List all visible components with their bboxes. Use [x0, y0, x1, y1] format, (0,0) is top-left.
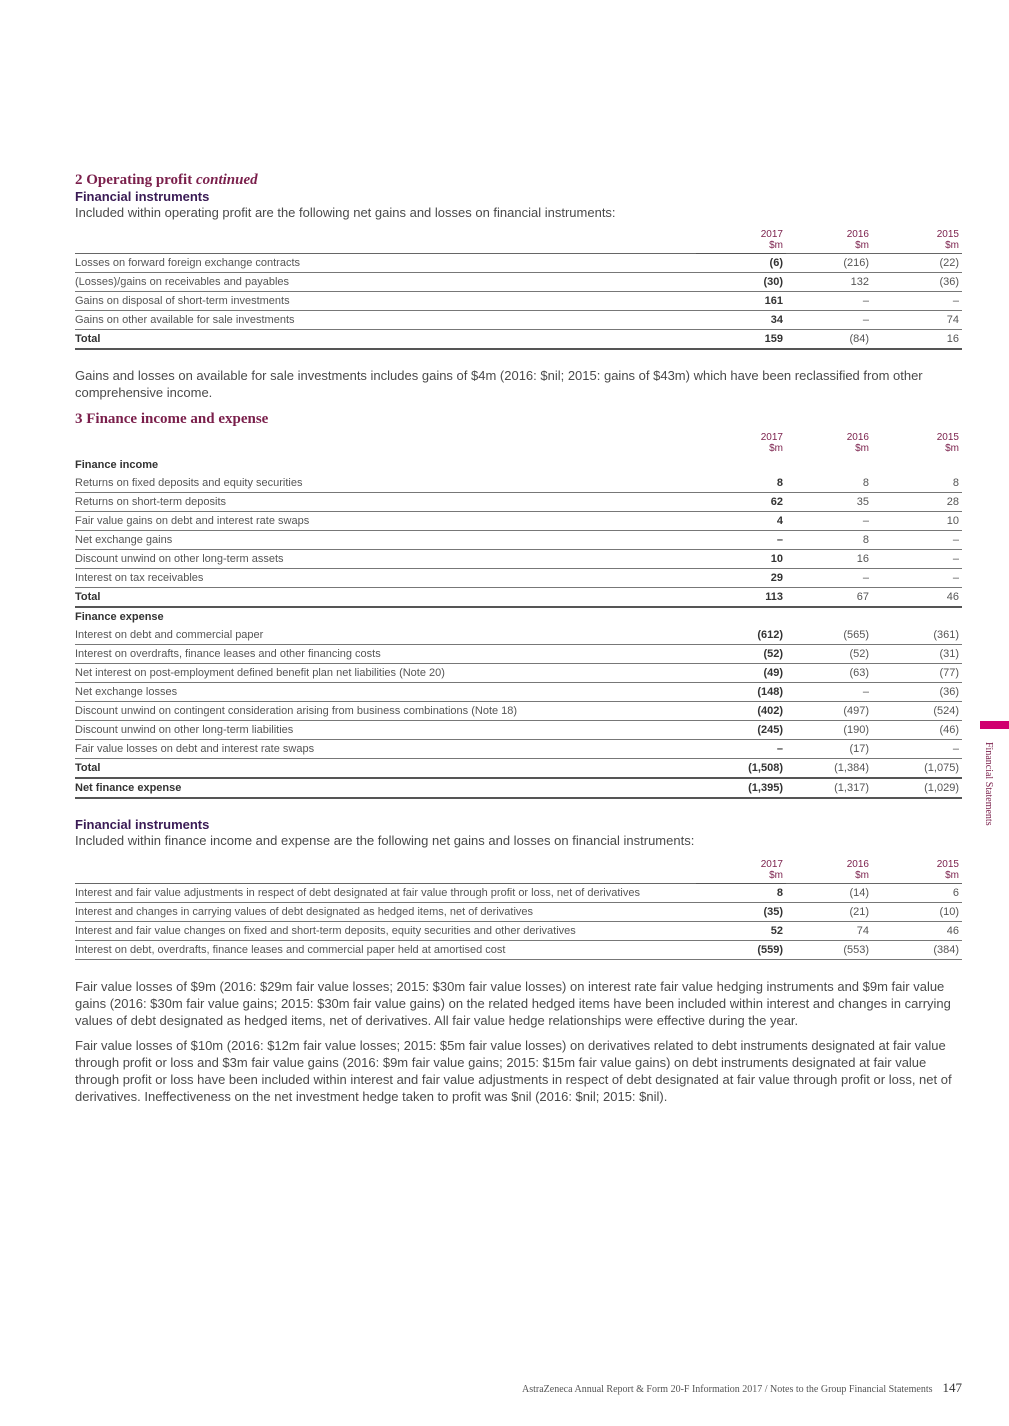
cell-2017: 29 — [696, 569, 786, 588]
cell-2015: (384) — [872, 941, 962, 960]
cell-2016: (216) — [786, 254, 872, 273]
cell-2015: 8 — [872, 474, 962, 493]
cell-2017: 10 — [696, 550, 786, 569]
cell-2017: (35) — [696, 903, 786, 922]
section-tab-label: Financial Statements — [983, 742, 994, 826]
row-label: Net exchange gains — [75, 531, 696, 550]
cell-2015: (77) — [872, 664, 962, 683]
table-row — [75, 330, 962, 350]
cell-2017: 8 — [696, 884, 786, 903]
row-label: Discount unwind on other long-term liabilities — [75, 721, 696, 740]
group-heading: Finance income — [75, 458, 159, 471]
section-3-fi-intro: Included within finance income and expense are the following net gains and losses on financial instruments: — [75, 833, 695, 848]
cell-2015: (10) — [872, 903, 962, 922]
cell-2016: – — [786, 569, 872, 588]
section-3-para-1: Fair value losses of $9m (2016: $29m fair value losses; 2015: $30m fair value losses) on interest rate fair value hedging instruments and $9m fair value gains (2016: $30m fair value gains; 2015: $30m fair value gains) on the related hedged items have been included within interest and changes in carrying values of debt designated as hedged items, net of derivatives. All fair value hedge relationships were effective during the year. — [75, 979, 951, 1028]
cell-2016: (553) — [786, 941, 872, 960]
group-heading: Finance expense — [75, 610, 164, 623]
section-2-note: Gains and losses on available for sale investments includes gains of $4m (2016: $nil; 2015: gains of $43m) which have been reclassified from other comprehensive income. — [75, 368, 923, 400]
table-row — [75, 702, 962, 721]
cell-2016: (21) — [786, 903, 872, 922]
table-row — [75, 645, 962, 664]
year-2016-header: 2016 $m — [786, 229, 872, 254]
cell-2015: 74 — [872, 311, 962, 330]
section-3-para-2: Fair value losses of $10m (2016: $12m fair value losses; 2015: $5m fair value losses) on derivatives related to debt instruments designated at fair value through profit or loss and $3m fair value gains (2016: $9m fair value gains; 2015: $15m fair value gains) on debt instruments designated at fair value through profit or loss have been included within interest and fair value adjustments in respect of debt designated at fair value through profit or loss, net of derivatives. Ineffectiveness on the net investment hedge taken to profit was $nil (2016: $nil; 2015: $nil). — [75, 1038, 952, 1104]
year-2016-header: 2016 $m — [786, 859, 872, 884]
cell-2015: – — [872, 550, 962, 569]
cell-2015: 16 — [872, 330, 962, 350]
cell-2017: (559) — [696, 941, 786, 960]
cell-2016: (17) — [786, 740, 872, 759]
row-label: Interest on overdrafts, finance leases and other financing costs — [75, 645, 696, 664]
year-2017-header: 2017 $m — [696, 229, 786, 254]
table-row — [75, 569, 962, 588]
row-label: Total — [75, 588, 696, 608]
row-label: Interest and fair value adjustments in respect of debt designated at fair value through profit or loss, net of derivatives — [75, 884, 696, 903]
cell-2017: 113 — [696, 588, 786, 608]
year-2017-header: 2017 $m — [760, 432, 783, 454]
cell-2016: – — [786, 683, 872, 702]
cell-2017: (30) — [696, 273, 786, 292]
group-heading-row — [75, 456, 962, 474]
cell-2015: (31) — [872, 645, 962, 664]
cell-2015: (1,075) — [872, 759, 962, 779]
year-2015-header: 2015 $m — [872, 859, 962, 884]
cell-2015: (22) — [872, 254, 962, 273]
section-3-title: 3 Finance income and expense — [75, 411, 269, 427]
row-label: Losses on forward foreign exchange contracts — [75, 254, 696, 273]
cell-2016: (1,384) — [786, 759, 872, 779]
cell-2017: (612) — [696, 626, 786, 645]
row-label: Net interest on post-employment defined benefit plan net liabilities (Note 20) — [75, 664, 696, 683]
row-label: Net exchange losses — [75, 683, 696, 702]
cell-2015: – — [872, 569, 962, 588]
cell-2015: – — [872, 740, 962, 759]
year-2015-header: 2015 $m — [872, 229, 962, 254]
cell-2015: (524) — [872, 702, 962, 721]
table-row — [75, 531, 962, 550]
row-label: Interest on debt, overdrafts, finance leases and commercial paper held at amortised cost — [75, 941, 696, 960]
cell-2016: 132 — [786, 273, 872, 292]
cell-2016: 67 — [786, 588, 872, 608]
cell-2016: (63) — [786, 664, 872, 683]
row-label: Interest and fair value changes on fixed and short-term deposits, equity securities and other derivatives — [75, 922, 696, 941]
cell-2016: (565) — [786, 626, 872, 645]
cell-2017: – — [696, 740, 786, 759]
section-2-subhead: Financial instruments — [75, 189, 210, 204]
table-row — [75, 292, 962, 311]
cell-2017: (148) — [696, 683, 786, 702]
section-2-intro: Included within operating profit are the following net gains and losses on financial instruments: — [75, 205, 616, 220]
cell-2017: 62 — [696, 493, 786, 512]
table-row — [75, 588, 962, 608]
year-2016-header: 2016 $m — [846, 432, 869, 454]
cell-2017: (1,395) — [696, 778, 786, 798]
financial-instruments-rows — [75, 884, 962, 960]
table-row — [75, 740, 962, 759]
cell-2016: 16 — [786, 550, 872, 569]
year-2015-header: 2015 $m — [936, 432, 959, 454]
cell-2016: (497) — [786, 702, 872, 721]
table-row — [75, 474, 962, 493]
row-label: Total — [75, 759, 696, 779]
cell-2016: – — [786, 512, 872, 531]
row-label: Gains on other available for sale investments — [75, 311, 696, 330]
year-2017-header: 2017 $m — [696, 859, 786, 884]
row-label: Fair value losses on debt and interest rate swaps — [75, 740, 696, 759]
cell-2017: 161 — [696, 292, 786, 311]
cell-2016: (14) — [786, 884, 872, 903]
table-row — [75, 664, 962, 683]
cell-2017: 159 — [696, 330, 786, 350]
table-header — [75, 859, 962, 884]
cell-2017: (245) — [696, 721, 786, 740]
cell-2016: 8 — [786, 474, 872, 493]
cell-2016: (84) — [786, 330, 872, 350]
cell-2016: – — [786, 311, 872, 330]
table-row — [75, 884, 962, 903]
table-header — [75, 432, 962, 456]
table-row — [75, 903, 962, 922]
section-tab-marker — [980, 721, 1009, 729]
cell-2017: 52 — [696, 922, 786, 941]
table-row — [75, 683, 962, 702]
row-label: Net finance expense — [75, 778, 696, 798]
cell-2015: (36) — [872, 683, 962, 702]
cell-2015: 6 — [872, 884, 962, 903]
table-row — [75, 922, 962, 941]
table-row — [75, 626, 962, 645]
cell-2017: (6) — [696, 254, 786, 273]
table-header — [75, 229, 962, 254]
cell-2015: 46 — [872, 588, 962, 608]
page-content — [75, 171, 962, 1105]
cell-2016: 8 — [786, 531, 872, 550]
operating-profit-rows — [75, 254, 962, 350]
cell-2016: 74 — [786, 922, 872, 941]
table-row — [75, 941, 962, 960]
row-label: Discount unwind on other long-term assets — [75, 550, 696, 569]
cell-2015: (1,029) — [872, 778, 962, 798]
cell-2016: – — [786, 292, 872, 311]
table-row — [75, 311, 962, 330]
cell-2017: (49) — [696, 664, 786, 683]
cell-2016: 35 — [786, 493, 872, 512]
row-label: Fair value gains on debt and interest rate swaps — [75, 512, 696, 531]
table-row — [75, 512, 962, 531]
table-row — [75, 273, 962, 292]
row-label: Interest on tax receivables — [75, 569, 696, 588]
table-row — [75, 550, 962, 569]
cell-2017: (52) — [696, 645, 786, 664]
cell-2015: 46 — [872, 922, 962, 941]
row-label: Gains on disposal of short-term investments — [75, 292, 696, 311]
cell-2017: (402) — [696, 702, 786, 721]
cell-2015: (36) — [872, 273, 962, 292]
row-label: Discount unwind on contingent consideration arising from business combinations (Note 18) — [75, 702, 696, 721]
cell-2017: (1,508) — [696, 759, 786, 779]
table-row — [75, 721, 962, 740]
cell-2015: 10 — [872, 512, 962, 531]
table-row — [75, 254, 962, 273]
row-label: Total — [75, 330, 696, 350]
cell-2015: 28 — [872, 493, 962, 512]
financial-instruments-table — [75, 859, 962, 960]
table-row — [75, 759, 962, 779]
table-row — [75, 493, 962, 512]
section-2-title: 2 Operating profit continued — [75, 172, 258, 188]
cell-2015: – — [872, 292, 962, 311]
cell-2017: 4 — [696, 512, 786, 531]
footer-text: AstraZeneca Annual Report & Form 20-F Information 2017 / Notes to the Group Financial Statements — [522, 1384, 933, 1395]
page-number: 147 — [942, 1380, 962, 1395]
cell-2015: – — [872, 531, 962, 550]
row-label: Returns on fixed deposits and equity securities — [75, 474, 696, 493]
row-label: (Losses)/gains on receivables and payables — [75, 273, 696, 292]
finance-income-expense-table — [75, 432, 962, 799]
finance-rows — [75, 456, 962, 798]
table-row — [75, 778, 962, 798]
cell-2015: (361) — [872, 626, 962, 645]
row-label: Interest on debt and commercial paper — [75, 626, 696, 645]
cell-2017: – — [696, 531, 786, 550]
group-heading-row — [75, 607, 962, 626]
section-3-fi-subhead: Financial instruments — [75, 817, 210, 832]
operating-profit-table — [75, 229, 962, 350]
cell-2017: 8 — [696, 474, 786, 493]
cell-2016: (52) — [786, 645, 872, 664]
cell-2015: (46) — [872, 721, 962, 740]
page-footer — [522, 1380, 962, 1396]
row-label: Returns on short-term deposits — [75, 493, 696, 512]
cell-2017: 34 — [696, 311, 786, 330]
row-label: Interest and changes in carrying values of debt designated as hedged items, net of derivatives — [75, 903, 696, 922]
cell-2016: (190) — [786, 721, 872, 740]
cell-2016: (1,317) — [786, 778, 872, 798]
